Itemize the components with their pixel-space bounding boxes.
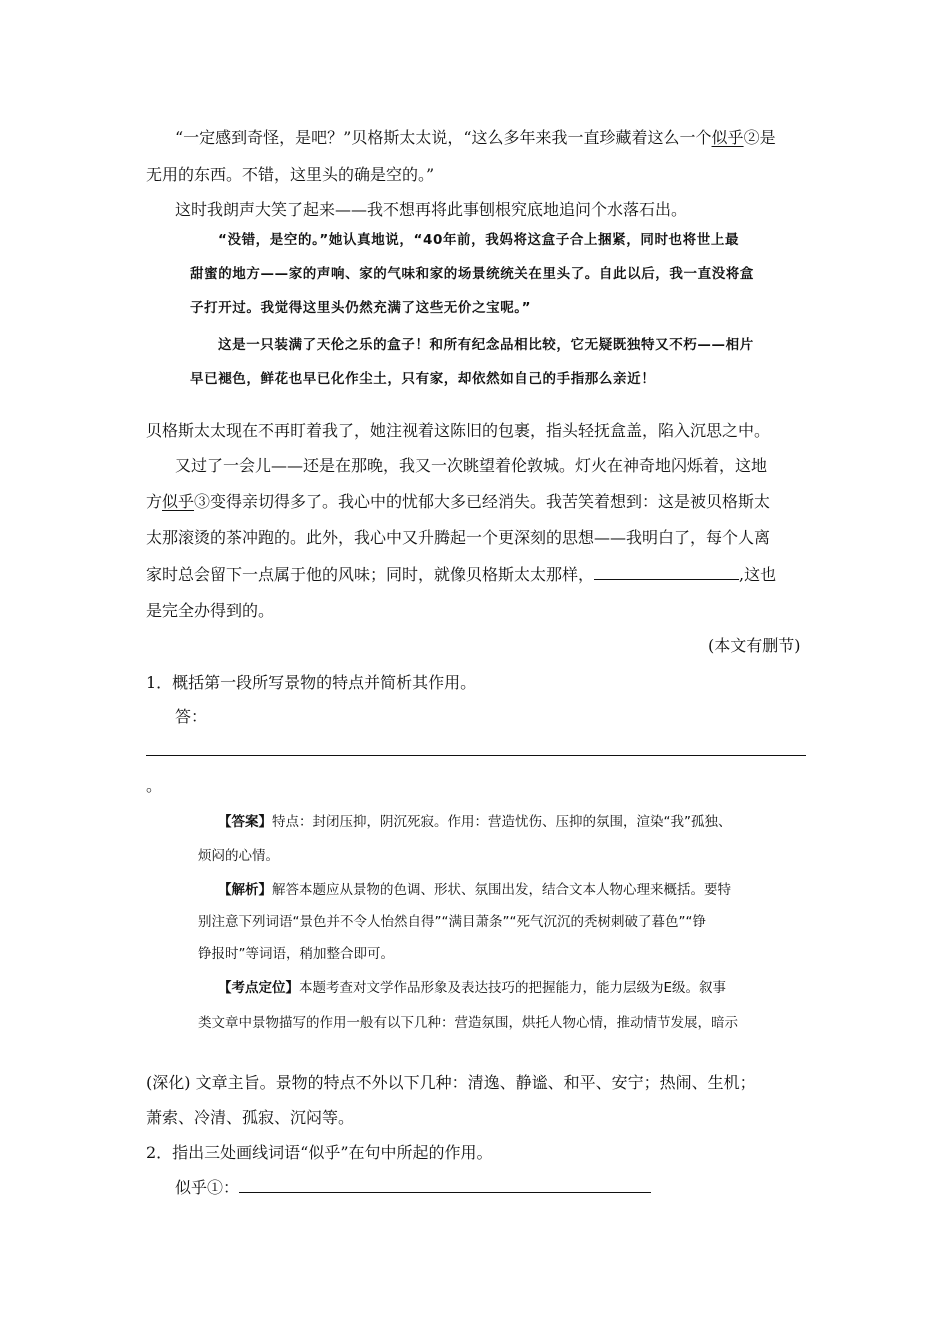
passage-line: 又过了一会儿——还是在那晚，我又一次眺望着伦敦城。灯火在神奇地闪烁着，这地 (175, 456, 768, 475)
passage-line: 是完全办得到的。 (146, 601, 275, 620)
answer-label: 答： (175, 707, 208, 726)
quote-line: 甜蜜的地方——家的声响、家的气味和家的场景统统关在里头了。自此以后，我一直没将盒 (190, 266, 754, 282)
passage-line (146, 565, 776, 585)
analysis-tag: 【解析】 (218, 882, 272, 898)
passage-line: 这时我朗声大笑了起来——我不想再将此事刨根究底地追问个水落石出。 (175, 200, 688, 219)
text: ,这也 (739, 565, 777, 584)
text: 本题考查对文学作品形象及表达技巧的把握能力，能力层级为E级。叙事 (299, 980, 727, 996)
fill-in-blank[interactable] (239, 1178, 651, 1193)
answer-period: 。 (146, 776, 163, 795)
question-2: 2．指出三处画线词语“似乎”在句中所起的作用。 (146, 1143, 493, 1162)
text: ③变得亲切得多了。我心中的忧郁大多已经消失。我苦笑着想到：这是被贝格斯太 (194, 492, 771, 511)
text: 解答本题应从景物的色调、形状、氛围出发，结合文本人物心理来概括。要特 (272, 882, 731, 898)
testpoint-line-3: (深化) 文章主旨。景物的特点不外以下几种：清逸、静谧、和平、安宁；热闹、生机； (146, 1073, 756, 1092)
sub-question-label: 似乎①： (175, 1178, 240, 1197)
testpoint-line-4: 萧索、冷清、孤寂、沉闷等。 (146, 1108, 355, 1127)
quote-line: 早已褪色，鲜花也早已化作尘土，只有家，却依然如自己的手指那么亲近！ (190, 371, 656, 387)
underlined-word: 似乎 (162, 492, 195, 511)
testpoint-line-2: 类文章中景物描写的作用一般有以下几种：营造氛围，烘托人物心情，推动情节发展，暗示 (198, 1015, 738, 1031)
text: 家时总会留下一点属于他的风味；同时，就像贝格斯太太那样， (146, 565, 595, 584)
answer-line-2: 烦闷的心情。 (198, 848, 279, 864)
analysis-line-3: 铮报时”等词语，稍加整合即可。 (198, 946, 394, 962)
answer-line-1 (218, 812, 732, 832)
passage-line (175, 128, 776, 148)
passage-line: 太那滚烫的茶冲跑的。此外，我心中又升腾起一个更深刻的思想——我明白了，每个人离 (146, 528, 771, 547)
source-note: (本文有删节) (708, 636, 801, 655)
question-1: 1．概括第一段所写景物的特点并简析其作用。 (146, 673, 477, 692)
answer-tag: 【答案】 (218, 814, 272, 830)
testpoint-line-1 (218, 978, 726, 998)
fill-in-blank[interactable] (594, 565, 739, 580)
underlined-word: 似乎 (711, 128, 744, 147)
text: 特点：封闭压抑，阴沉死寂。作用：营造忧伤、压抑的氛围，渲染“我”孤独、 (272, 814, 732, 830)
passage-line: 无用的东西。不错，这里头的确是空的。” (146, 165, 435, 184)
testpoint-tag: 【考点定位】 (218, 980, 299, 996)
quote-line: 这是一只装满了天伦之乐的盒子！和所有纪念品相比较，它无疑既独特又不朽——相片 (218, 337, 754, 353)
quote-line: “没错，是空的。”她认真地说，“40年前，我妈将这盒子合上捆紧，同时也将世上最 (218, 232, 740, 248)
text: 方 (146, 492, 163, 511)
sub-question-1 (175, 1178, 651, 1198)
answer-line[interactable] (146, 755, 806, 756)
quote-line: 子打开过。我觉得这里头仍然充满了这些无价之宝呢。” (190, 300, 532, 316)
analysis-line-2: 别注意下列词语“景色并不令人怡然自得”“满目萧条”“死气沉沉的秃树刺破了暮色”“铮 (198, 914, 706, 930)
passage-line (146, 492, 770, 512)
text: ②是 (743, 128, 776, 147)
passage-line: 贝格斯太太现在不再盯着我了，她注视着这陈旧的包裹，指头轻抚盒盖，陷入沉思之中。 (146, 421, 771, 440)
analysis-line-1 (218, 880, 731, 900)
text: “一定感到奇怪，是吧？”贝格斯太太说，“这么多年来我一直珍藏着这么一个 (175, 128, 712, 147)
